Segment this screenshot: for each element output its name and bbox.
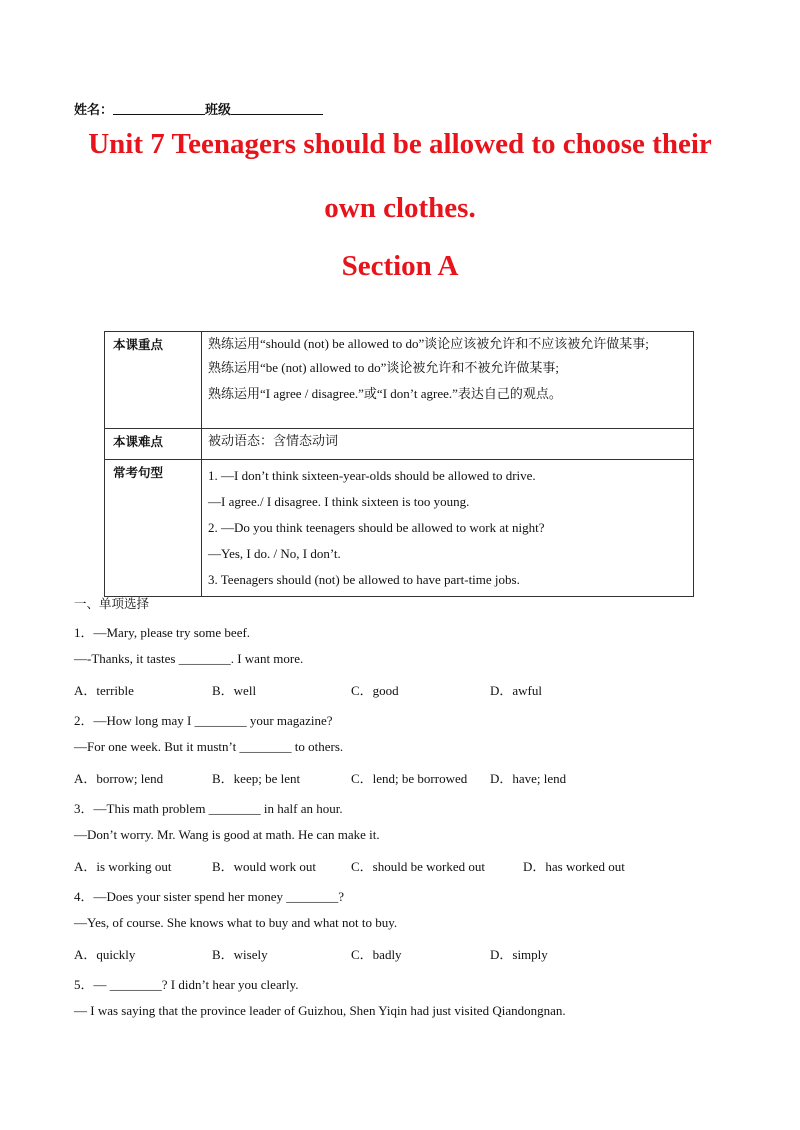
- row-content-sentence-patterns: [202, 460, 694, 597]
- question-answer-line: —For one week. But it mustn’t ________ to others.: [74, 739, 344, 754]
- table-line: —I agree./ I disagree. I think sixteen is too young.: [208, 494, 470, 509]
- table-line: 熟练运用“should (not) be allowed to do”谈论应该被允许和不应该被允许做某事;: [208, 336, 649, 351]
- option-b[interactable]: B．keep; be lent: [212, 771, 301, 786]
- question-text: 3．—This math problem ________ in half an hour.: [74, 801, 343, 816]
- option-b[interactable]: B．well: [212, 683, 257, 698]
- unit-title-line2: own clothes.: [324, 192, 476, 224]
- row-content-key-points: [202, 332, 694, 429]
- row-content-difficulty: [202, 429, 694, 460]
- answer-options: [74, 680, 714, 698]
- option-d[interactable]: D．awful: [490, 683, 542, 698]
- answer-options: [74, 768, 714, 786]
- question-answer-line: —Don’t worry. Mr. Wang is good at math. He can make it.: [74, 827, 380, 842]
- question-answer-line: — I was saying that the province leader of Guizhou, Shen Yiqin had just visited Qiandongnan.: [74, 1003, 566, 1018]
- table-line: —Yes, I do. / No, I don’t.: [208, 546, 341, 561]
- option-d[interactable]: D．has worked out: [523, 859, 625, 874]
- unit-title-line1: Unit 7 Teenagers should be allowed to choose their: [88, 128, 712, 160]
- question-text: 2．—How long may I ________ your magazine?: [74, 713, 333, 728]
- table-line: 2. —Do you think teenagers should be allowed to work at night?: [208, 520, 545, 535]
- option-c[interactable]: C．lend; be borrowed: [351, 771, 468, 786]
- option-b[interactable]: B．wisely: [212, 947, 268, 962]
- answer-options: [74, 856, 714, 874]
- student-info-line: [74, 99, 323, 118]
- question-answer-line: —-Thanks, it tastes ________. I want more.: [74, 651, 304, 666]
- class-blank[interactable]: [231, 102, 323, 115]
- option-a[interactable]: A．quickly: [74, 947, 136, 962]
- section-heading: 一、单项选择: [74, 596, 150, 611]
- name-label: 姓名：: [74, 103, 114, 118]
- option-a[interactable]: A．terrible: [74, 683, 134, 698]
- question-answer-line: —Yes, of course. She knows what to buy and what not to buy.: [74, 915, 398, 930]
- option-c[interactable]: C．badly: [351, 947, 402, 962]
- option-c[interactable]: C．good: [351, 683, 399, 698]
- table-line: 3. Teenagers should (not) be allowed to have part-time jobs.: [208, 572, 520, 587]
- section-title: Section A: [341, 250, 459, 282]
- option-d[interactable]: D．have; lend: [490, 771, 567, 786]
- option-d[interactable]: D．simply: [490, 947, 548, 962]
- row-label-difficulty: 本课难点: [105, 429, 202, 460]
- question-text: 5．— ________? I didn’t hear you clearly.: [74, 977, 299, 992]
- table-row: [105, 332, 694, 429]
- table-row: [105, 460, 694, 597]
- option-a[interactable]: A．borrow; lend: [74, 771, 164, 786]
- answer-options: [74, 944, 714, 962]
- row-label-sentence-patterns: 常考句型: [105, 460, 202, 597]
- table-line: 熟练运用“I agree / disagree.”或“I don’t agree.”表达自己的观点。: [208, 386, 562, 401]
- table-row: [105, 429, 694, 460]
- option-b[interactable]: B．would work out: [212, 859, 317, 874]
- option-a[interactable]: A．is working out: [74, 859, 172, 874]
- table-line: 熟练运用“be (not) allowed to do”谈论被允许和不被允许做某事;: [208, 360, 559, 375]
- name-blank[interactable]: [113, 102, 205, 115]
- class-label: 班级: [205, 103, 232, 118]
- question-text: 1．—Mary, please try some beef.: [74, 625, 251, 640]
- table-line: 1. —I don’t think sixteen-year-olds should be allowed to drive.: [208, 468, 536, 483]
- lesson-info-table: [104, 331, 694, 597]
- option-c[interactable]: C．should be worked out: [351, 859, 485, 874]
- table-line: 被动语态：含情态动词: [208, 433, 339, 448]
- question-text: 4．—Does your sister spend her money ________?: [74, 889, 345, 904]
- row-label-key-points: 本课重点: [105, 332, 202, 429]
